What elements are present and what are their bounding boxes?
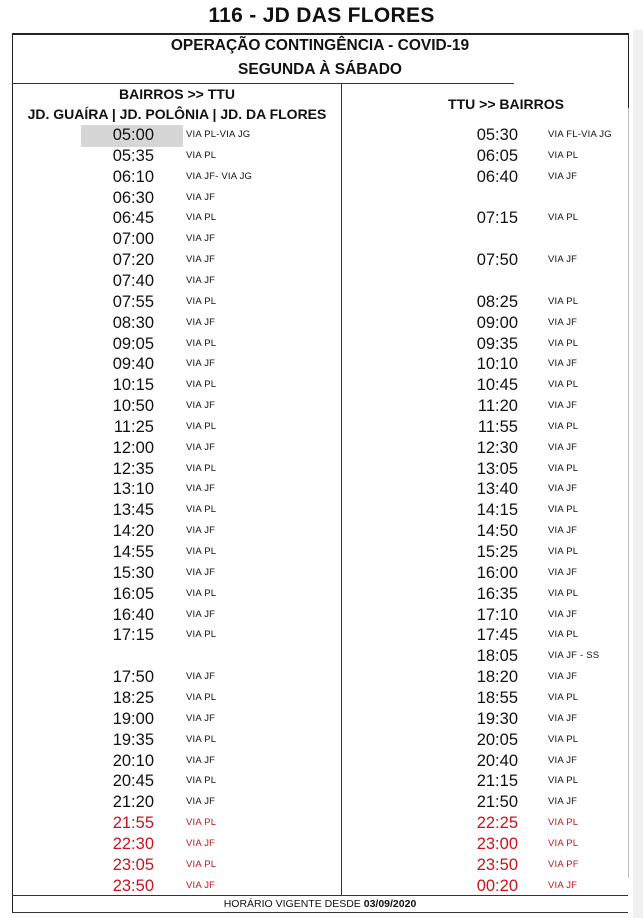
departure-time: 12:30	[476, 438, 518, 457]
departure-time: 14:15	[476, 501, 518, 520]
route-via: VIA JF	[186, 274, 216, 286]
route-via: VIA PL	[186, 420, 217, 432]
route-via: VIA JF	[548, 483, 578, 495]
route-via: VIA JF	[548, 796, 578, 808]
left-column-subheading: JD. GUAÍRA | JD. POLÔNIA | JD. DA FLORES	[27, 106, 327, 122]
departure-time: 07:40	[112, 271, 154, 290]
departure-time: 16:00	[476, 563, 518, 582]
route-via: VIA PL	[186, 149, 217, 161]
header-divider	[12, 83, 514, 84]
route-via: VIA PL	[548, 546, 579, 557]
route-via: VIA PL	[186, 212, 217, 224]
page-edge	[633, 30, 643, 918]
route-via: VIA PL	[186, 546, 217, 557]
route-via: VIA PL	[186, 379, 217, 391]
departure-time: 06:05	[476, 146, 518, 165]
route-via: VIA PL	[186, 504, 217, 516]
departure-time: 20:10	[112, 751, 154, 770]
departure-time: 00:20	[476, 876, 518, 895]
route-via: VIA JF	[186, 441, 216, 453]
route-via: VIA PL	[186, 295, 217, 307]
route-via: VIA PL	[186, 817, 217, 829]
route-via: VIA JF	[548, 879, 578, 891]
departure-time: 18:05	[476, 647, 518, 666]
route-via: VIA PL	[548, 817, 579, 829]
route-via: VIA PL	[186, 691, 217, 703]
departure-time: 10:15	[112, 376, 154, 395]
departure-time: 21:15	[476, 772, 518, 791]
departure-time: 09:40	[112, 355, 154, 374]
route-via: VIA PL	[548, 379, 579, 391]
route-via: VIA JF	[548, 525, 578, 537]
column-divider	[341, 83, 342, 895]
left-column-heading: BAIRROS >> TTU	[119, 86, 235, 102]
departure-time: 13:45	[112, 501, 154, 520]
frame-border	[12, 33, 628, 35]
route-via: VIA PL-VIA JG	[186, 129, 251, 140]
departure-time: 13:10	[112, 480, 154, 499]
route-via: VIA JF	[548, 254, 578, 266]
route-via: VIA JF	[186, 754, 216, 766]
departure-time: 05:35	[112, 146, 154, 165]
departure-time: 19:35	[112, 730, 154, 749]
departure-time: 13:05	[476, 459, 518, 478]
departure-time: 09:00	[476, 313, 518, 332]
departure-time: 09:35	[476, 334, 518, 353]
route-via: VIA PL	[186, 337, 217, 349]
departure-time: 17:50	[112, 668, 154, 687]
departure-time: 07:15	[476, 209, 518, 228]
departure-time: 20:45	[112, 772, 154, 791]
route-via: VIA JF	[548, 316, 578, 328]
route-via: VIA JF	[548, 754, 578, 766]
route-via: VIA JF - SS	[548, 650, 600, 662]
departure-time: 12:00	[112, 438, 154, 457]
departure-time: 15:30	[112, 563, 154, 582]
departure-time: 23:00	[476, 834, 518, 853]
route-via: VIA JF	[548, 170, 578, 182]
route-via: VIA JF	[186, 837, 216, 849]
departure-time: 06:30	[112, 188, 154, 207]
route-via: VIA PL	[548, 337, 579, 349]
departure-time: 07:20	[112, 251, 154, 270]
departure-time: 18:55	[476, 688, 518, 707]
route-via: VIA PL	[186, 733, 217, 745]
subtitle-days: SEGUNDA À SÁBADO	[238, 61, 402, 78]
route-via: VIA JF	[186, 233, 216, 245]
route-via: VIA PL	[548, 420, 579, 432]
departure-time: 16:05	[112, 584, 154, 603]
route-via: VIA FL-VIA JG	[548, 129, 612, 140]
departure-time: 13:40	[476, 480, 518, 499]
route-via: VIA PF	[548, 858, 579, 870]
departure-time: 10:45	[476, 376, 518, 395]
footer-divider	[12, 895, 628, 896]
route-via: VIA JF	[186, 608, 216, 620]
footer-date: 03/09/2020	[363, 898, 417, 910]
route-via: VIA JF	[186, 254, 216, 266]
footer	[12, 898, 628, 910]
departure-time: 18:20	[476, 668, 518, 687]
route-via: VIA JF	[548, 441, 578, 453]
right-column-heading: TTU >> BAIRROS	[448, 96, 564, 112]
departure-time: 16:40	[112, 605, 154, 624]
route-via: VIA PL	[548, 837, 579, 849]
departure-time: 06:40	[476, 167, 518, 186]
departure-time: 20:40	[476, 751, 518, 770]
route-via: VIA PL	[548, 462, 579, 474]
departure-time: 07:00	[112, 230, 154, 249]
route-via: VIA JF	[186, 358, 216, 370]
departure-time: 11:55	[477, 417, 518, 436]
departure-time: 07:50	[476, 251, 518, 270]
route-via: VIA PL	[548, 149, 579, 161]
route-via: VIA JF	[186, 671, 216, 683]
route-via: VIA JF	[548, 566, 578, 578]
route-via: VIA PL	[548, 295, 579, 307]
route-via: VIA JF	[186, 316, 216, 328]
frame-border	[628, 108, 629, 878]
departure-time: 09:05	[112, 334, 154, 353]
departure-time: 14:55	[112, 543, 154, 561]
departure-time: 14:20	[112, 522, 154, 541]
route-via: VIA PL	[548, 587, 579, 599]
route-via: VIA JF	[186, 525, 216, 537]
route-via: VIA JF	[548, 712, 578, 724]
route-via: VIA JF- VIA JG	[186, 170, 253, 182]
route-via: VIA JF	[548, 358, 578, 370]
frame-border	[628, 33, 629, 108]
departure-time: 23:50	[476, 855, 518, 874]
departure-time: 12:35	[112, 459, 154, 478]
departure-time: 06:45	[112, 209, 154, 228]
route-via: VIA PL	[186, 462, 217, 474]
departure-time: 16:35	[476, 584, 518, 603]
departure-time: 17:45	[476, 626, 518, 645]
departure-time: 10:10	[476, 355, 518, 374]
departure-time: 21:55	[112, 814, 154, 833]
frame-border	[12, 912, 628, 913]
departure-time: 20:05	[476, 730, 518, 749]
departure-time: 10:50	[112, 397, 154, 416]
departure-time: 14:50	[476, 522, 518, 541]
route-via: VIA PL	[548, 629, 579, 641]
route-via: VIA PL	[548, 504, 579, 516]
frame-border	[12, 33, 13, 912]
page-title: 116 - JD DAS FLORES	[208, 4, 435, 27]
route-via: VIA JF	[186, 712, 216, 724]
route-via: VIA JF	[548, 400, 578, 412]
footer-label: HORÁRIO VIGENTE DESDE	[223, 898, 361, 910]
route-via: VIA JF	[186, 483, 216, 495]
departure-time: 07:55	[112, 292, 154, 311]
departure-time: 18:25	[112, 688, 154, 707]
route-via: VIA PL	[186, 629, 217, 641]
departure-time: 19:30	[476, 709, 518, 728]
route-via: VIA PL	[186, 858, 217, 870]
departure-time: 05:00	[112, 126, 154, 144]
departure-time: 17:10	[476, 605, 518, 624]
departure-time: 22:25	[476, 814, 518, 833]
route-via: VIA JF	[548, 671, 578, 683]
route-via: VIA JF	[186, 566, 216, 578]
departure-time: 17:15	[112, 626, 154, 645]
subtitle-contingency: OPERAÇÃO CONTINGÊNCIA - COVID-19	[170, 37, 470, 54]
route-via: VIA JF	[186, 879, 216, 891]
departure-time: 08:25	[476, 292, 518, 311]
route-via: VIA JF	[186, 796, 216, 808]
departure-time: 08:30	[112, 313, 154, 332]
route-via: VIA PL	[186, 587, 217, 599]
departure-time: 23:05	[112, 855, 154, 874]
route-via: VIA JF	[186, 400, 216, 412]
route-via: VIA PL	[548, 212, 579, 224]
departure-time: 23:50	[112, 876, 154, 895]
departure-time: 11:20	[477, 397, 518, 416]
departure-time: 21:50	[476, 793, 518, 812]
route-via: VIA PL	[548, 775, 579, 787]
route-via: VIA PL	[186, 775, 217, 787]
departure-time: 22:30	[112, 834, 154, 853]
departure-time: 15:25	[476, 543, 518, 561]
departure-time: 19:00	[112, 709, 154, 728]
route-via: VIA PL	[548, 691, 579, 703]
route-via: VIA JF	[186, 191, 216, 203]
departure-time: 21:20	[112, 793, 154, 812]
departure-time: 06:10	[112, 167, 154, 186]
route-via: VIA JF	[548, 608, 578, 620]
departure-time: 05:30	[476, 126, 518, 144]
departure-time: 11:25	[113, 417, 154, 436]
route-via: VIA PL	[548, 733, 579, 745]
